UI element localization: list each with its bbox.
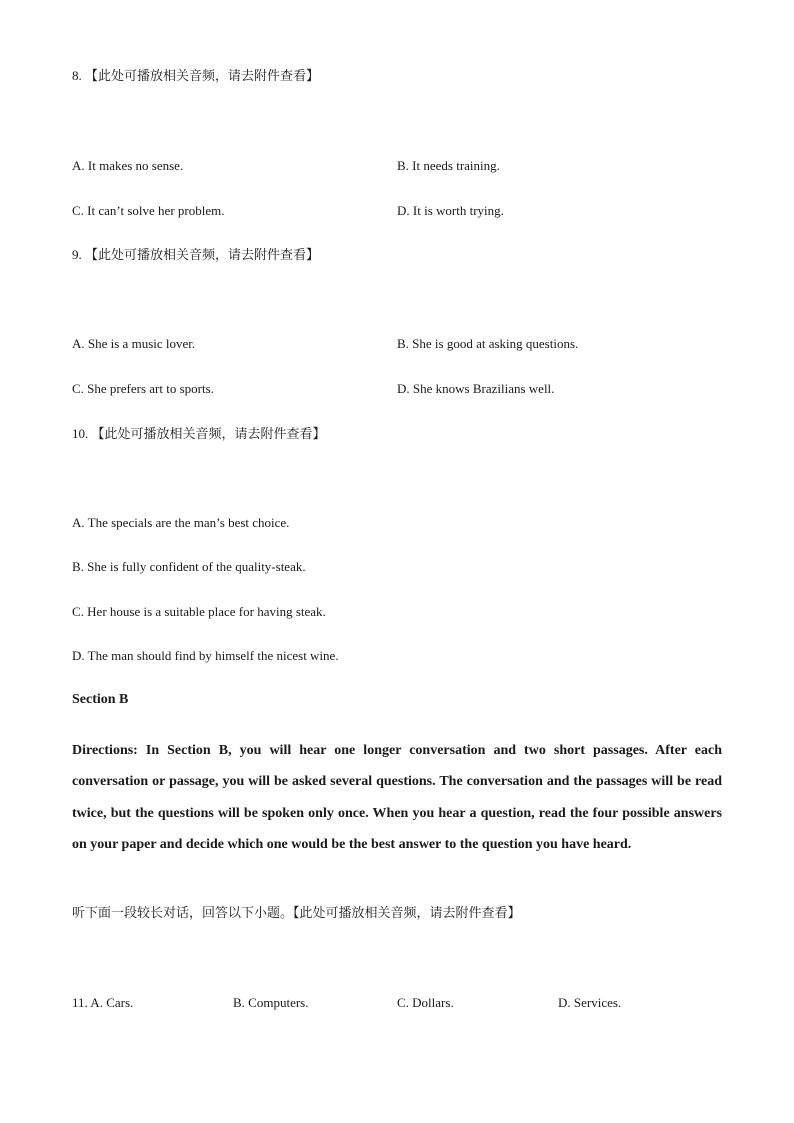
question-8-audio-note: 【此处可播放相关音频，请去附件查看】 (85, 69, 320, 84)
question-10-option-d[interactable]: D. The man should find by himself the nicest wine. (72, 648, 339, 663)
question-10-option-c[interactable]: C. Her house is a suitable place for having steak. (72, 604, 326, 619)
question-10-header (72, 426, 326, 443)
question-9-header (72, 247, 319, 264)
question-11-option-c[interactable]: C. Dollars. (397, 995, 454, 1010)
question-8-option-d[interactable]: D. It is worth trying. (397, 203, 504, 218)
section-b-title: Section B (72, 692, 129, 707)
question-9-option-d[interactable]: D. She knows Brazilians well. (397, 381, 555, 396)
question-8-option-c[interactable]: C. It can’t solve her problem. (72, 203, 225, 218)
question-9-option-a[interactable]: A. She is a music lover. (72, 336, 196, 351)
question-8-option-b[interactable]: B. It needs training. (397, 158, 500, 173)
question-10-number: 10. (72, 426, 89, 441)
question-9-option-c[interactable]: C. She prefers art to sports. (72, 381, 214, 396)
section-b-instruction: 听下面一段较长对话，回答以下小题。【此处可播放相关音频，请去附件查看】 (72, 906, 521, 921)
question-8-option-a[interactable]: A. It makes no sense. (72, 158, 184, 173)
question-9-option-b[interactable]: B. She is good at asking questions. (397, 336, 579, 351)
question-9-number: 9. (72, 247, 82, 262)
section-b-directions: Directions: In Section B, you will hear one longer conversation and two short passages. After each conversation or passage, you will be asked several questions. The conversation and the passages will be read twice, but the questions will be spoken only once. When you hear a question, read the four possible answers on your paper and decide which one would be the best answer to the question you have heard. (72, 743, 722, 852)
question-10-option-a[interactable]: A. The specials are the man’s best choice. (72, 515, 290, 530)
question-11-option-d[interactable]: D. Services. (558, 995, 622, 1010)
question-11-option-a[interactable]: 11. A. Cars. (72, 995, 134, 1010)
question-10-option-b[interactable]: B. She is fully confident of the quality-steak. (72, 559, 306, 574)
question-11-option-b[interactable]: B. Computers. (233, 995, 309, 1010)
question-8-header (72, 68, 319, 85)
question-9-audio-note: 【此处可播放相关音频，请去附件查看】 (85, 248, 320, 263)
question-10-audio-note: 【此处可播放相关音频，请去附件查看】 (91, 427, 326, 442)
question-8-number: 8. (72, 68, 82, 83)
